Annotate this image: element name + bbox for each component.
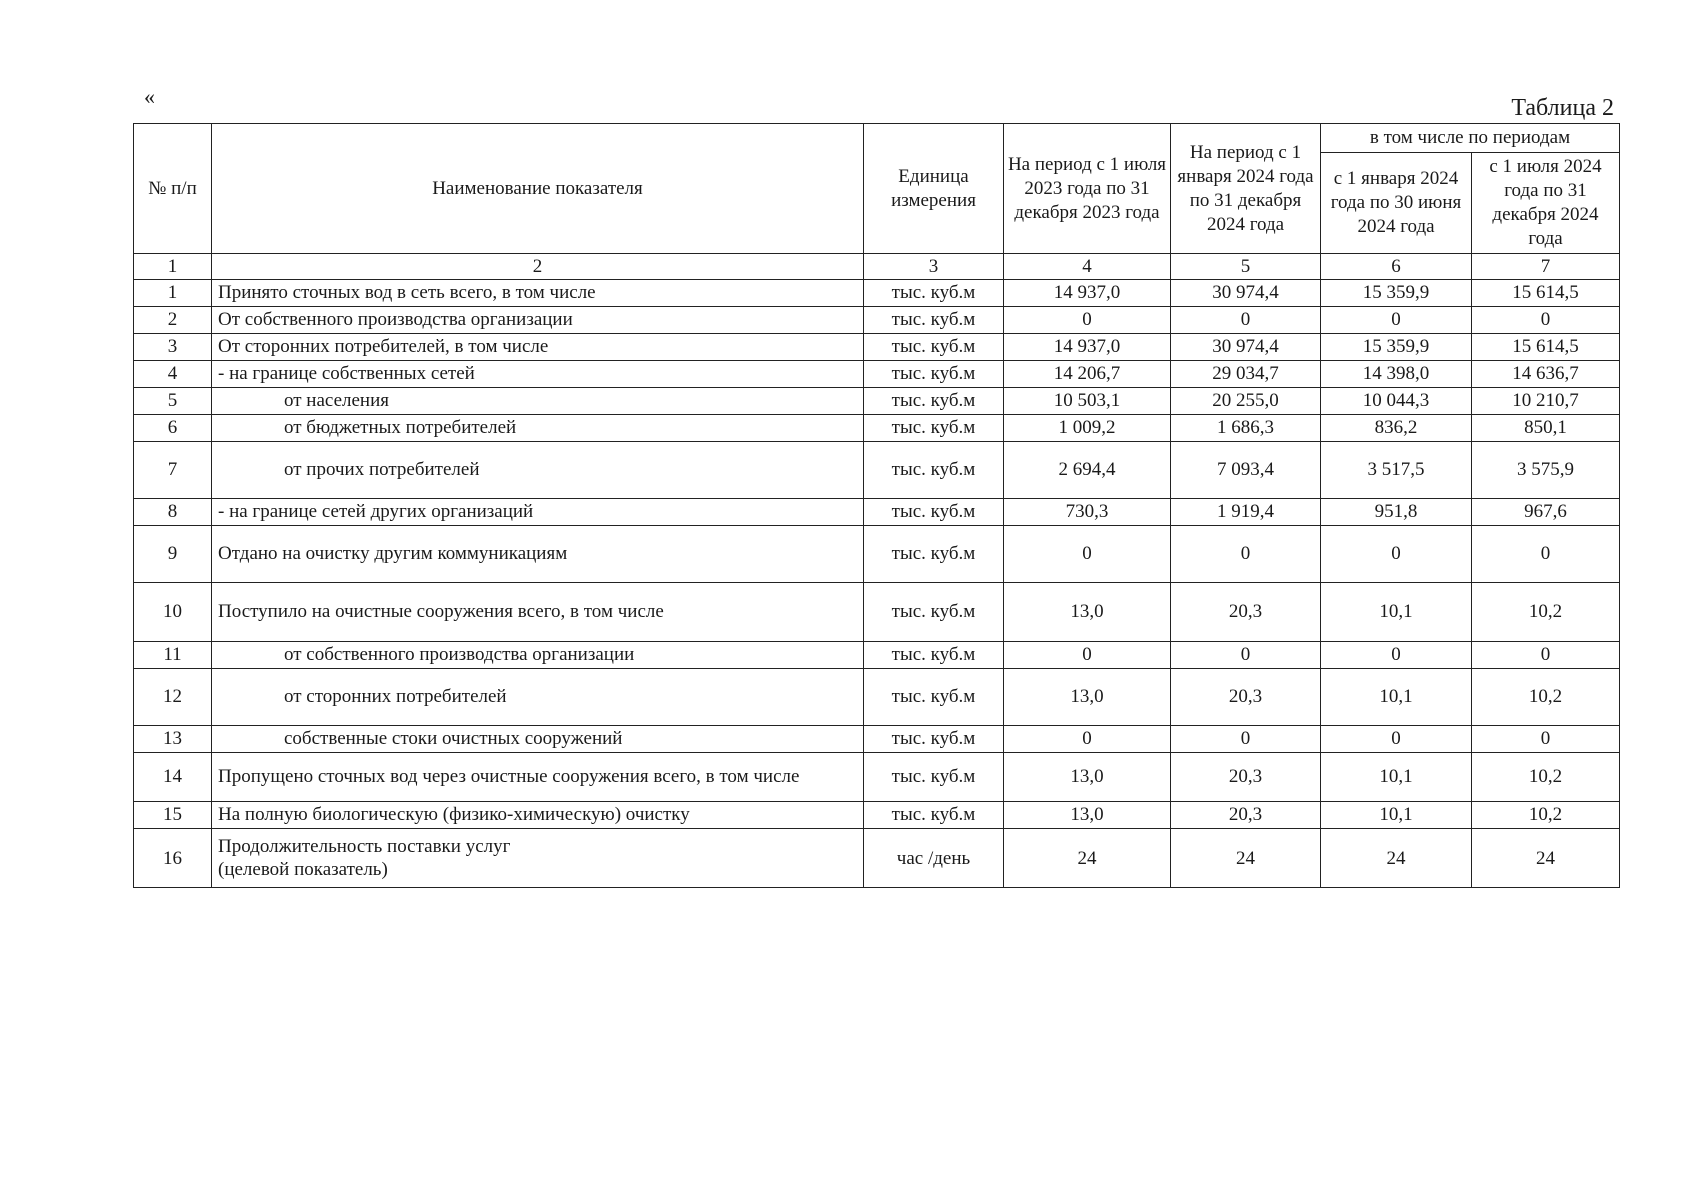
- table-row: [134, 307, 1620, 334]
- value-period-2023: 13,0: [1004, 583, 1171, 642]
- value-period-h2-2024: 15 614,5: [1472, 280, 1620, 307]
- value-period-h2-2024: 15 614,5: [1472, 334, 1620, 361]
- row-number: 11: [134, 642, 212, 669]
- row-unit: тыс. куб.м: [864, 442, 1004, 499]
- table-row: [134, 829, 1620, 888]
- row-name: Пропущено сточных вод через очистные сооружения всего, в том числе: [212, 753, 864, 802]
- value-period-2023: 730,3: [1004, 499, 1171, 526]
- value-period-2024: 1 919,4: [1171, 499, 1321, 526]
- row-unit: тыс. куб.м: [864, 802, 1004, 829]
- value-period-2024: 20,3: [1171, 669, 1321, 726]
- row-unit: тыс. куб.м: [864, 415, 1004, 442]
- row-number: 7: [134, 442, 212, 499]
- column-number: 6: [1321, 254, 1472, 280]
- row-unit: тыс. куб.м: [864, 642, 1004, 669]
- value-period-h1-2024: 15 359,9: [1321, 334, 1472, 361]
- value-period-h1-2024: 14 398,0: [1321, 361, 1472, 388]
- row-name: На полную биологическую (физико-химическую) очистку: [212, 802, 864, 829]
- value-period-h1-2024: 0: [1321, 307, 1472, 334]
- header-period-2023: На период с 1 июля 2023 года по 31 декабря 2023 года: [1004, 124, 1171, 254]
- row-number: 3: [134, 334, 212, 361]
- row-number: 14: [134, 753, 212, 802]
- row-unit: тыс. куб.м: [864, 334, 1004, 361]
- value-period-2024: 0: [1171, 726, 1321, 753]
- value-period-h2-2024: 0: [1472, 307, 1620, 334]
- value-period-2024: 30 974,4: [1171, 280, 1321, 307]
- value-period-2023: 14 937,0: [1004, 334, 1171, 361]
- value-period-2023: 10 503,1: [1004, 388, 1171, 415]
- table-row: [134, 499, 1620, 526]
- value-period-2023: 0: [1004, 726, 1171, 753]
- value-period-h1-2024: 0: [1321, 526, 1472, 583]
- value-period-h2-2024: 14 636,7: [1472, 361, 1620, 388]
- indicators-table: [133, 123, 1620, 888]
- value-period-h1-2024: 951,8: [1321, 499, 1472, 526]
- row-name: Поступило на очистные сооружения всего, в том числе: [212, 583, 864, 642]
- value-period-2024: 20 255,0: [1171, 388, 1321, 415]
- table-row: [134, 442, 1620, 499]
- value-period-h1-2024: 10,1: [1321, 669, 1472, 726]
- table-row: [134, 526, 1620, 583]
- value-period-2024: 30 974,4: [1171, 334, 1321, 361]
- column-number-row: [134, 254, 1620, 280]
- row-number: 1: [134, 280, 212, 307]
- header-period-h2-2024: с 1 июля 2024 года по 31 декабря 2024 года: [1472, 153, 1620, 254]
- row-number: 10: [134, 583, 212, 642]
- row-unit: тыс. куб.м: [864, 499, 1004, 526]
- value-period-2024: 20,3: [1171, 583, 1321, 642]
- row-unit: тыс. куб.м: [864, 669, 1004, 726]
- row-name: от собственного производства организации: [212, 642, 864, 669]
- header-row-top: [134, 124, 1620, 153]
- row-name: [212, 829, 864, 888]
- row-number: 4: [134, 361, 212, 388]
- column-number: 5: [1171, 254, 1321, 280]
- table-row: [134, 415, 1620, 442]
- value-period-h1-2024: 10 044,3: [1321, 388, 1472, 415]
- header-by-periods: в том числе по периодам: [1321, 124, 1620, 153]
- value-period-h1-2024: 10,1: [1321, 583, 1472, 642]
- value-period-h1-2024: 0: [1321, 642, 1472, 669]
- row-unit: час /день: [864, 829, 1004, 888]
- row-name: собственные стоки очистных сооружений: [212, 726, 864, 753]
- header-period-2024: На период с 1 января 2024 года по 31 декабря 2024 года: [1171, 124, 1321, 254]
- value-period-h2-2024: 24: [1472, 829, 1620, 888]
- row-number: 5: [134, 388, 212, 415]
- value-period-h2-2024: 10,2: [1472, 802, 1620, 829]
- table-row: [134, 753, 1620, 802]
- value-period-h1-2024: 15 359,9: [1321, 280, 1472, 307]
- value-period-2024: 24: [1171, 829, 1321, 888]
- opening-quote-mark: «: [144, 84, 155, 109]
- value-period-2024: 20,3: [1171, 753, 1321, 802]
- value-period-2023: 13,0: [1004, 802, 1171, 829]
- row-unit: тыс. куб.м: [864, 583, 1004, 642]
- value-period-2023: 0: [1004, 526, 1171, 583]
- header-name: Наименование показателя: [212, 124, 864, 254]
- value-period-h2-2024: 0: [1472, 726, 1620, 753]
- value-period-h1-2024: 3 517,5: [1321, 442, 1472, 499]
- row-number: 9: [134, 526, 212, 583]
- value-period-2024: 1 686,3: [1171, 415, 1321, 442]
- value-period-2024: 20,3: [1171, 802, 1321, 829]
- row-name: от сторонних потребителей: [212, 669, 864, 726]
- column-number: 3: [864, 254, 1004, 280]
- table-row: [134, 361, 1620, 388]
- value-period-h2-2024: 10,2: [1472, 753, 1620, 802]
- value-period-2023: 24: [1004, 829, 1171, 888]
- row-number: 15: [134, 802, 212, 829]
- value-period-2023: 13,0: [1004, 669, 1171, 726]
- value-period-h2-2024: 10,2: [1472, 669, 1620, 726]
- row-unit: тыс. куб.м: [864, 361, 1004, 388]
- table-row: [134, 669, 1620, 726]
- column-number: 1: [134, 254, 212, 280]
- value-period-2023: 14 937,0: [1004, 280, 1171, 307]
- table-row: [134, 583, 1620, 642]
- value-period-2023: 14 206,7: [1004, 361, 1171, 388]
- row-name: от прочих потребителей: [212, 442, 864, 499]
- value-period-h2-2024: 0: [1472, 642, 1620, 669]
- value-period-2024: 0: [1171, 642, 1321, 669]
- table-caption: Таблица 2: [1511, 95, 1614, 121]
- row-unit: тыс. куб.м: [864, 388, 1004, 415]
- row-name: От собственного производства организации: [212, 307, 864, 334]
- row-unit: тыс. куб.м: [864, 753, 1004, 802]
- value-period-h2-2024: 850,1: [1472, 415, 1620, 442]
- row-number: 6: [134, 415, 212, 442]
- value-period-h1-2024: 10,1: [1321, 753, 1472, 802]
- value-period-2024: 7 093,4: [1171, 442, 1321, 499]
- row-name: - на границе сетей других организаций: [212, 499, 864, 526]
- row-unit: тыс. куб.м: [864, 280, 1004, 307]
- table-row: [134, 726, 1620, 753]
- value-period-h2-2024: 3 575,9: [1472, 442, 1620, 499]
- value-period-h2-2024: 0: [1472, 526, 1620, 583]
- row-number: 2: [134, 307, 212, 334]
- row-number: 12: [134, 669, 212, 726]
- row-unit: тыс. куб.м: [864, 526, 1004, 583]
- row-number: 13: [134, 726, 212, 753]
- value-period-2023: 2 694,4: [1004, 442, 1171, 499]
- value-period-h1-2024: 24: [1321, 829, 1472, 888]
- row-name: от населения: [212, 388, 864, 415]
- header-period-h1-2024: с 1 января 2024 года по 30 июня 2024 года: [1321, 153, 1472, 254]
- row-name: От сторонних потребителей, в том числе: [212, 334, 864, 361]
- row-unit: тыс. куб.м: [864, 726, 1004, 753]
- value-period-2023: 13,0: [1004, 753, 1171, 802]
- value-period-h1-2024: 836,2: [1321, 415, 1472, 442]
- value-period-h2-2024: 10,2: [1472, 583, 1620, 642]
- value-period-2023: 1 009,2: [1004, 415, 1171, 442]
- header-num: № п/п: [134, 124, 212, 254]
- table-row: [134, 334, 1620, 361]
- value-period-2024: 29 034,7: [1171, 361, 1321, 388]
- table-row: [134, 802, 1620, 829]
- table-row: [134, 388, 1620, 415]
- value-period-h2-2024: 967,6: [1472, 499, 1620, 526]
- value-period-2024: 0: [1171, 307, 1321, 334]
- row-name: Принято сточных вод в сеть всего, в том числе: [212, 280, 864, 307]
- value-period-h2-2024: 10 210,7: [1472, 388, 1620, 415]
- row-number: 8: [134, 499, 212, 526]
- row-number: 16: [134, 829, 212, 888]
- header-unit: Единица измерения: [864, 124, 1004, 254]
- value-period-2023: 0: [1004, 642, 1171, 669]
- column-number: 2: [212, 254, 864, 280]
- row-name-line1: Продолжительность поставки услуг: [218, 836, 511, 857]
- row-name-line2: (целевой показатель): [218, 859, 388, 880]
- value-period-2024: 0: [1171, 526, 1321, 583]
- column-number: 4: [1004, 254, 1171, 280]
- row-name: - на границе собственных сетей: [212, 361, 864, 388]
- row-name: от бюджетных потребителей: [212, 415, 864, 442]
- column-number: 7: [1472, 254, 1620, 280]
- value-period-2023: 0: [1004, 307, 1171, 334]
- row-name: Отдано на очистку другим коммуникациям: [212, 526, 864, 583]
- value-period-h1-2024: 10,1: [1321, 802, 1472, 829]
- table-row: [134, 280, 1620, 307]
- row-unit: тыс. куб.м: [864, 307, 1004, 334]
- table-row: [134, 642, 1620, 669]
- value-period-h1-2024: 0: [1321, 726, 1472, 753]
